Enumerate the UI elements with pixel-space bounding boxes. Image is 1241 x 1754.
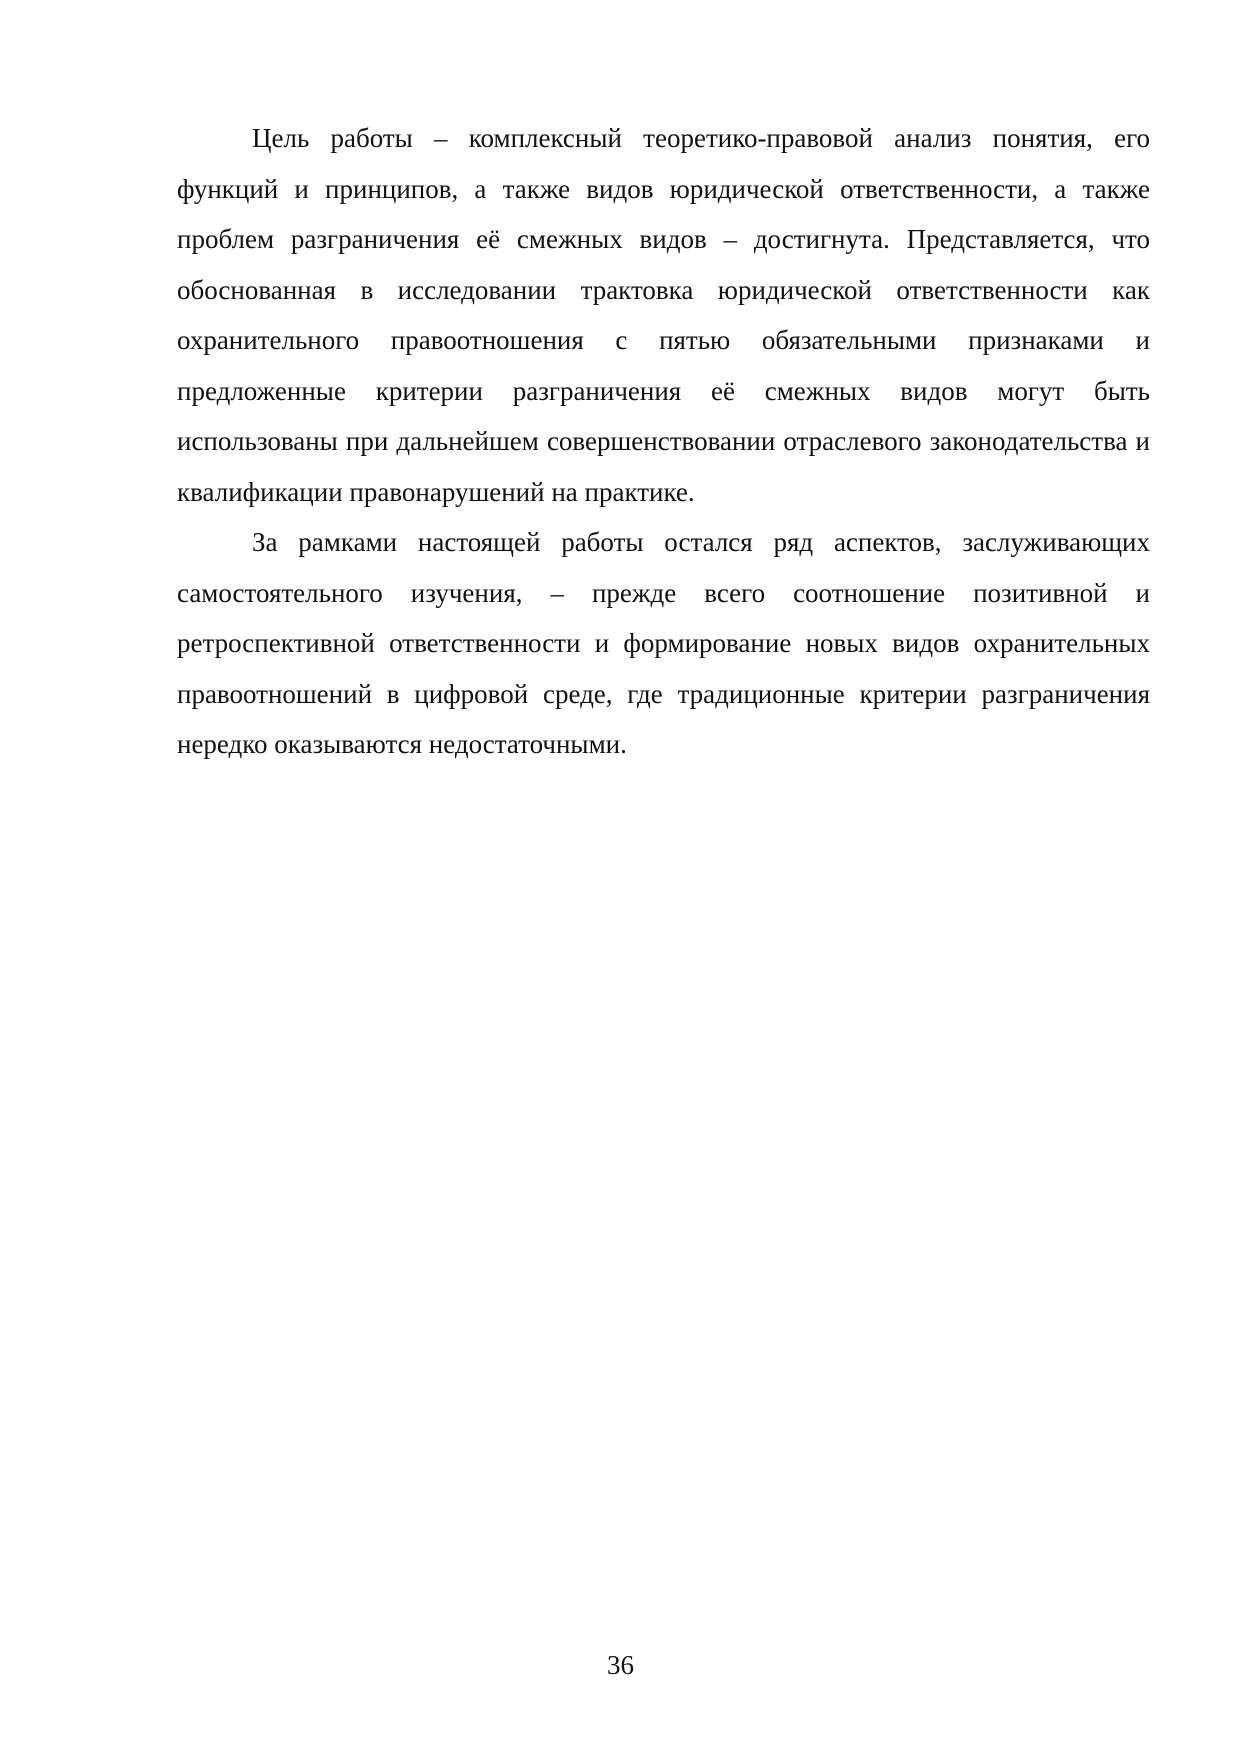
page-number: 36 [607,1650,634,1680]
paragraph-further-research: За рамками настоящей работы остался ряд аспектов, заслуживающих самостоятельного изучения, – прежде всего соотношение позитивной и ретроспективной ответственности и формирование новых видов охранительных правоотношений в цифровой среде, где традиционные критерии разграничения нередко оказываются недостаточными. [177,527,1150,759]
paragraph-conclusion-goal: Цель работы – комплексный теоретико-правовой анализ понятия, его функций и принципов, а также видов юридической ответственности, а также проблем разграничения её смежных видов – достигнута. Представляется, что обоснованная в исследовании трактовка юридической ответственности как охранительного правоотношения с пятью обязательными признаками и предложенные критерии разграничения её смежных видов могут быть использованы при дальнейшем совершенствовании отраслевого законодательства и квалификации правонарушений на практике. [177,123,1150,507]
body-text [177,113,1150,770]
